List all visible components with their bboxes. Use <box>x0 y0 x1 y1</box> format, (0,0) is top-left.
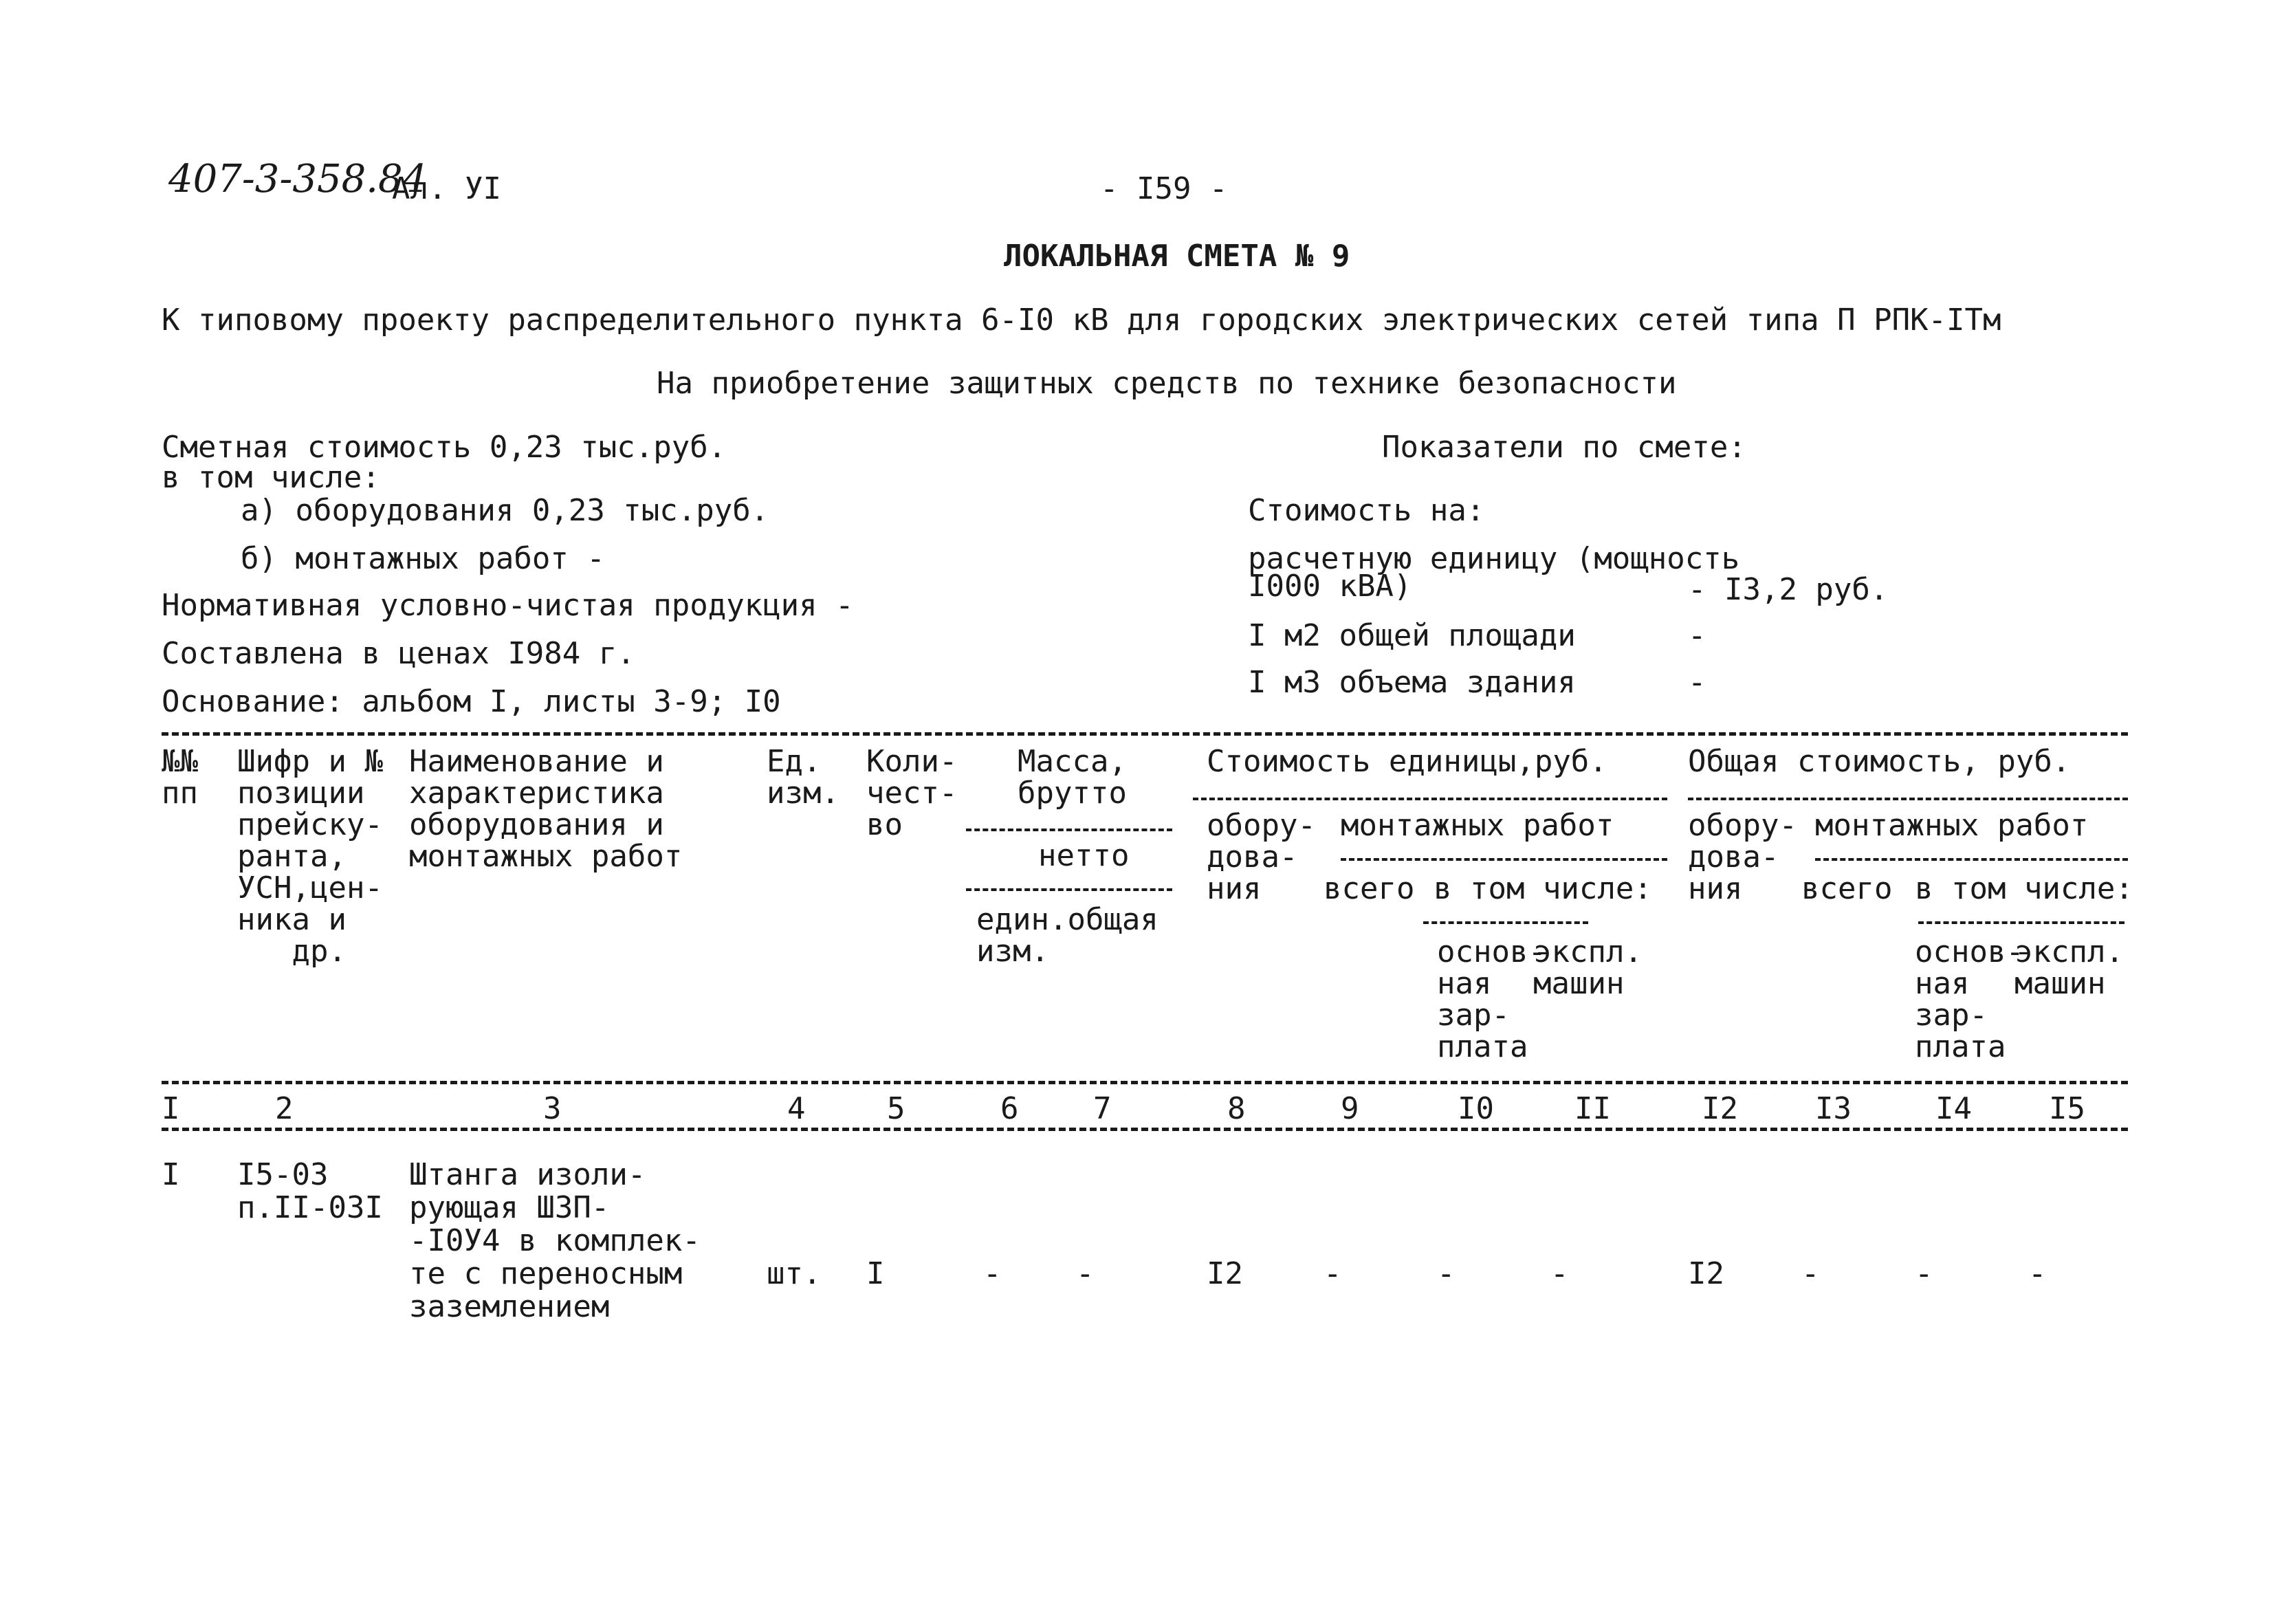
column-number: 2 <box>275 1091 294 1126</box>
header-unit-machines: экспл. машин <box>1533 934 1643 1001</box>
indicators-label: Показатели по смете: <box>1382 430 1746 465</box>
column-number: 6 <box>1000 1091 1019 1126</box>
area-label: I м2 общей площади <box>1248 618 1576 653</box>
row-unit: шт. <box>767 1256 822 1291</box>
row-unit-equipment-cost: I2 <box>1207 1256 1243 1291</box>
volume-label: I м3 объема здания <box>1248 665 1576 700</box>
estimated-cost: Сметная стоимость 0,23 тыс.руб. <box>162 430 727 465</box>
header-name: Наименование и характеристика оборудования и монтажных работ <box>409 744 683 874</box>
row-price-code: I5-03 п.II-03I <box>237 1157 383 1225</box>
header-unit-install: монтажных работ <box>1341 808 1614 843</box>
header-price-code: Шифр и № позиции прейску- ранта, УСН,цен- ника и др. <box>237 744 383 969</box>
unit-install-rule <box>1341 858 1667 861</box>
mass-rule-1 <box>966 829 1172 831</box>
header-total-machines: экспл. машин <box>2014 934 2124 1001</box>
area-value: - <box>1688 618 1706 653</box>
row-number: I <box>162 1157 180 1192</box>
column-number: II <box>1574 1091 1611 1126</box>
header-unit-wages: основ- ная зар- плата <box>1437 934 1546 1064</box>
column-number: 8 <box>1227 1091 1246 1126</box>
header-unit-cost: Стоимость единицы,руб. <box>1207 744 1607 779</box>
project-description: К типовому проекту распределительного пункта 6-I0 кВ для городских электрических сетей типа П РПК-IТм <box>162 303 2001 338</box>
total-incl-rule <box>1918 921 2124 924</box>
header-unit-incl: в том числе: <box>1434 871 1652 906</box>
row-unit-wages: - <box>1437 1256 1456 1291</box>
row-unit-install-total: - <box>1324 1256 1342 1291</box>
total-cost-rule <box>1688 798 2128 800</box>
row-name: Штанга изоли- рующая ШЗП- -I0У4 в комплек- те с переносным заземлением <box>409 1157 701 1324</box>
row-quantity: I <box>866 1256 885 1291</box>
row-total-install-total: - <box>1801 1256 1820 1291</box>
column-number: I <box>162 1091 180 1126</box>
album-label: Ал. УI <box>392 171 501 206</box>
column-numbers-rule <box>162 1128 2128 1131</box>
row-unit-machines: - <box>1550 1256 1569 1291</box>
unit-cost-line1: расчетную единицу (мощность <box>1248 541 1740 576</box>
installation-cost: б) монтажных работ - <box>241 541 605 576</box>
header-total-equipment: обору- дова- ния <box>1688 808 1797 906</box>
normative-product: Нормативная условно-чистая продукция - <box>162 588 854 623</box>
header-unit: Ед. изм. <box>767 744 839 811</box>
document-code: 407-3-358.84 <box>168 157 428 201</box>
row-total-equipment-cost: I2 <box>1688 1256 1724 1291</box>
mass-rule-2 <box>966 888 1172 891</box>
table-top-rule <box>162 732 2128 736</box>
column-number: I5 <box>2049 1091 2085 1126</box>
column-number: 7 <box>1093 1091 1112 1126</box>
header-total-wages: основ- ная зар- плата <box>1915 934 2024 1064</box>
cost-per-label: Стоимость на: <box>1248 493 1485 528</box>
page-number: - I59 - <box>1100 171 1228 206</box>
documents-basis: Основание: альбом I, листы 3-9; I0 <box>162 684 781 719</box>
unit-incl-rule <box>1423 921 1588 924</box>
header-unit-total: всего <box>1324 871 1415 906</box>
header-quantity: Коли- чест- во <box>866 744 958 842</box>
equipment-cost: а) оборудования 0,23 тыс.руб. <box>241 493 769 528</box>
column-number: 5 <box>887 1091 905 1126</box>
estimate-title: ЛОКАЛЬНАЯ СМЕТА № 9 <box>1004 239 1350 274</box>
header-bottom-rule <box>162 1081 2128 1084</box>
unit-cost-value: - I3,2 руб. <box>1688 572 1889 607</box>
header-unit-equipment: обору- дова- ния <box>1207 808 1316 906</box>
column-number: I2 <box>1702 1091 1738 1126</box>
unit-cost-line2: I000 кВА) <box>1248 569 1412 604</box>
header-mass: Масса, брутто <box>1018 744 1127 811</box>
header-total-cost: Общая стоимость, руб. <box>1688 744 2071 779</box>
column-number: 9 <box>1341 1091 1359 1126</box>
row-mass-total: - <box>1076 1256 1095 1291</box>
including-label: в том числе: <box>162 460 380 495</box>
price-basis: Составлена в ценах I984 г. <box>162 636 635 671</box>
header-mass-units: един.общая изм. <box>976 902 1159 969</box>
header-total-incl: в том числе: <box>1915 871 2133 906</box>
total-install-rule <box>1815 858 2128 861</box>
unit-cost-rule <box>1193 798 1667 800</box>
header-netto: нетто <box>1038 838 1130 873</box>
row-mass-unit: - <box>983 1256 1002 1291</box>
volume-value: - <box>1688 665 1706 700</box>
estimate-purpose: На приобретение защитных средств по технике безопасности <box>657 366 1677 401</box>
header-row-number: №№ пп <box>162 744 198 811</box>
header-total-install: монтажных работ <box>1815 808 2089 843</box>
row-total-wages: - <box>1915 1256 1933 1291</box>
column-number: I4 <box>1935 1091 1972 1126</box>
header-total-total: всего <box>1801 871 1893 906</box>
column-number: I0 <box>1458 1091 1494 1126</box>
column-number: I3 <box>1815 1091 1852 1126</box>
column-number: 4 <box>787 1091 806 1126</box>
column-number: 3 <box>543 1091 562 1126</box>
row-total-machines: - <box>2028 1256 2047 1291</box>
